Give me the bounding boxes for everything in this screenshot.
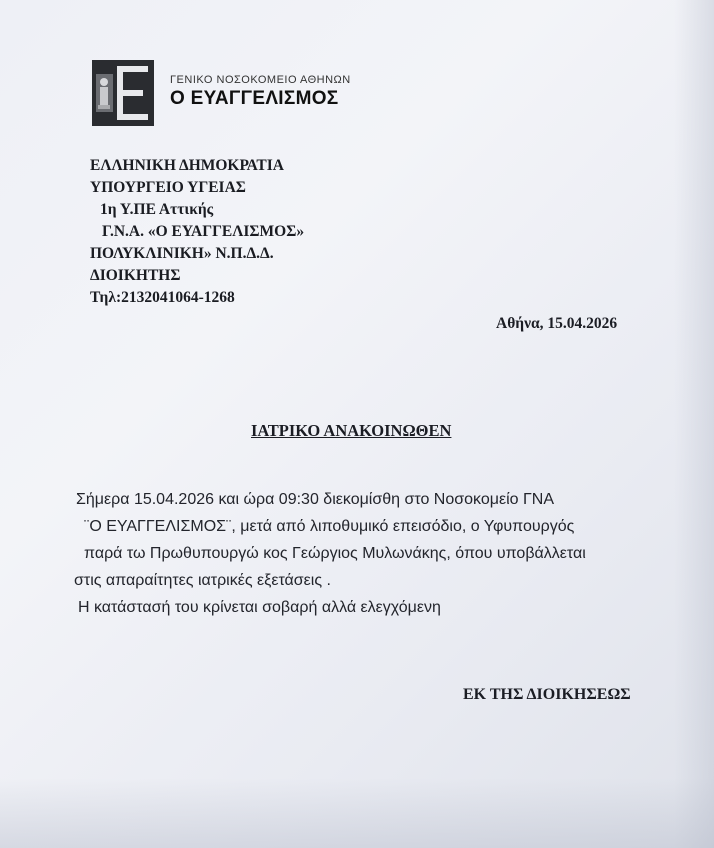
letterhead-line: ΠΟΛΥΚΛΙΝΙΚΗ» Ν.Π.Δ.Δ. <box>90 245 274 262</box>
signature-line: ΕΚ ΤΗΣ ΔΙΟΙΚΗΣΕΩΣ <box>463 686 631 703</box>
body-line: Η κατάστασή του κρίνεται σοβαρή αλλά ελεγχόμενη <box>78 599 441 616</box>
body-line: Σήμερα 15.04.2026 και ώρα 09:30 διεκομίσθη στο Νοσοκομείο ΓΝΑ <box>76 491 555 508</box>
announcement-body <box>70 486 680 621</box>
body-line: στις απαραίτητες ιατρικές εξετάσεις . <box>74 572 331 589</box>
letterhead-line: Γ.Ν.Α. «Ο ΕΥΑΓΓΕΛΙΣΜΟΣ» <box>102 223 305 240</box>
paper-shadow-right <box>674 0 714 848</box>
letterhead-phone: Τηλ:2132041064-1268 <box>90 289 235 306</box>
document-date: Αθήνα, 15.04.2026 <box>496 315 618 332</box>
paper-shadow-bottom <box>0 778 714 848</box>
letterhead-line: ΔΙΟΙΚΗΤΗΣ <box>90 267 181 284</box>
letterhead <box>90 155 304 309</box>
hospital-logo-text <box>170 74 351 110</box>
hospital-name-small: ΓΕΝΙΚΟ ΝΟΣΟΚΟΜΕΙΟ ΑΘΗΝΩΝ <box>170 74 351 86</box>
hospital-emblem-icon <box>92 60 154 126</box>
letterhead-line: 1η Υ.ΠΕ Αττικής <box>100 201 214 218</box>
body-line: ¨Ο ΕΥΑΓΓΕΛΙΣΜΟΣ¨, μετά από λιποθυμικό επεισόδιο, ο Υφυπουργός <box>84 518 575 535</box>
body-line: παρά τω Πρωθυπουργώ κος Γεώργιος Μυλωνάκης, όπου υποβάλλεται <box>84 545 586 562</box>
letterhead-line: ΕΛΛΗΝΙΚΗ ΔΗΜΟΚΡΑΤΙΑ <box>90 157 284 174</box>
document-title: ΙΑΤΡΙΚΟ ΑΝΑΚΟΙΝΩΘΕΝ <box>251 421 452 440</box>
letterhead-line: ΥΠΟΥΡΓΕΙΟ ΥΓΕΙΑΣ <box>90 179 246 196</box>
hospital-name-large: Ο ΕΥΑΓΓΕΛΙΣΜΟΣ <box>170 88 339 109</box>
